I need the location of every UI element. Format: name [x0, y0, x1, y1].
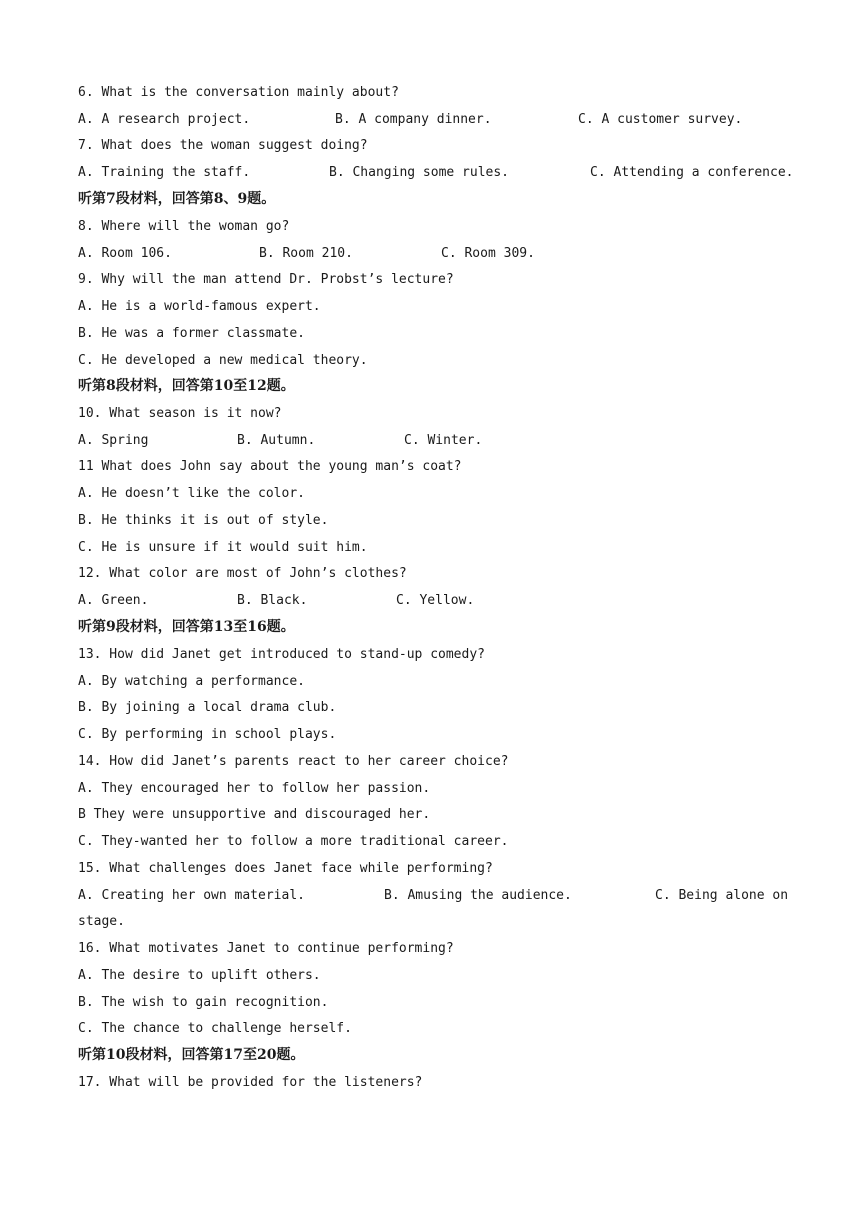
option-b: B. The wish to gain recognition. — [78, 995, 329, 1010]
option-c: C. He is unsure if it would suit him. — [78, 540, 368, 555]
option-c: C. Winter. — [404, 433, 483, 448]
option-c: C. Being alone on — [655, 888, 789, 903]
section-heading-10: 听第10段材料，回答第17至20题。 — [78, 1047, 305, 1063]
question-text: 8. Where will the woman go? — [78, 219, 290, 234]
section-heading-9: 听第9段材料，回答第13至16题。 — [78, 619, 295, 635]
option-a: A. A research project. — [78, 112, 251, 127]
question-text: 9. Why will the man attend Dr. Probst’s lecture? — [78, 272, 454, 287]
option-c: C. Yellow. — [396, 593, 475, 608]
option-c: C. The chance to challenge herself. — [78, 1021, 352, 1036]
option-b: B They were unsupportive and discouraged her. — [78, 807, 431, 822]
question-text: 15. What challenges does Janet face while performing? — [78, 861, 493, 876]
option-b: B. Room 210. — [259, 246, 353, 261]
option-b: B. Changing some rules. — [329, 165, 510, 180]
question-text: 6. What is the conversation mainly about? — [78, 85, 399, 100]
option-a: A. Green. — [78, 593, 149, 608]
question-text: 7. What does the woman suggest doing? — [78, 138, 368, 153]
option-c: C. A customer survey. — [578, 112, 743, 127]
question-text: 13. How did Janet get introduced to stand-up comedy? — [78, 647, 485, 662]
option-a: A. They encouraged her to follow her passion. — [78, 781, 431, 796]
option-a: A. The desire to uplift others. — [78, 968, 321, 983]
option-b: B. Black. — [237, 593, 308, 608]
option-a: A. By watching a performance. — [78, 674, 305, 689]
option-b: B. Autumn. — [237, 433, 316, 448]
option-a: A. He is a world-famous expert. — [78, 299, 321, 314]
question-text: 16. What motivates Janet to continue performing? — [78, 941, 454, 956]
option-b: B. A company dinner. — [335, 112, 492, 127]
option-a: A. Creating her own material. — [78, 888, 305, 903]
option-c-continued: stage. — [78, 914, 125, 929]
option-a: A. Room 106. — [78, 246, 172, 261]
question-text: 14. How did Janet’s parents react to her career choice? — [78, 754, 509, 769]
option-c: C. By performing in school plays. — [78, 727, 337, 742]
option-a: A. Training the staff. — [78, 165, 251, 180]
option-b: B. He thinks it is out of style. — [78, 513, 329, 528]
option-a: A. He doesn’t like the color. — [78, 486, 305, 501]
option-b: B. By joining a local drama club. — [78, 700, 337, 715]
option-c: C. Room 309. — [441, 246, 535, 261]
option-b: B. Amusing the audience. — [384, 888, 572, 903]
option-c: C. He developed a new medical theory. — [78, 353, 368, 368]
section-heading-8: 听第8段材料，回答第10至12题。 — [78, 378, 295, 394]
option-b: B. He was a former classmate. — [78, 326, 305, 341]
option-c: C. They-wanted her to follow a more traditional career. — [78, 834, 509, 849]
question-text: 12. What color are most of John’s clothes? — [78, 566, 407, 581]
question-text: 11 What does John say about the young man’s coat? — [78, 459, 462, 474]
option-c: C. Attending a conference. — [590, 165, 794, 180]
question-text: 17. What will be provided for the listeners? — [78, 1075, 423, 1090]
question-text: 10. What season is it now? — [78, 406, 282, 421]
section-heading-7: 听第7段材料，回答第8、9题。 — [78, 191, 276, 207]
option-a: A. Spring — [78, 433, 149, 448]
